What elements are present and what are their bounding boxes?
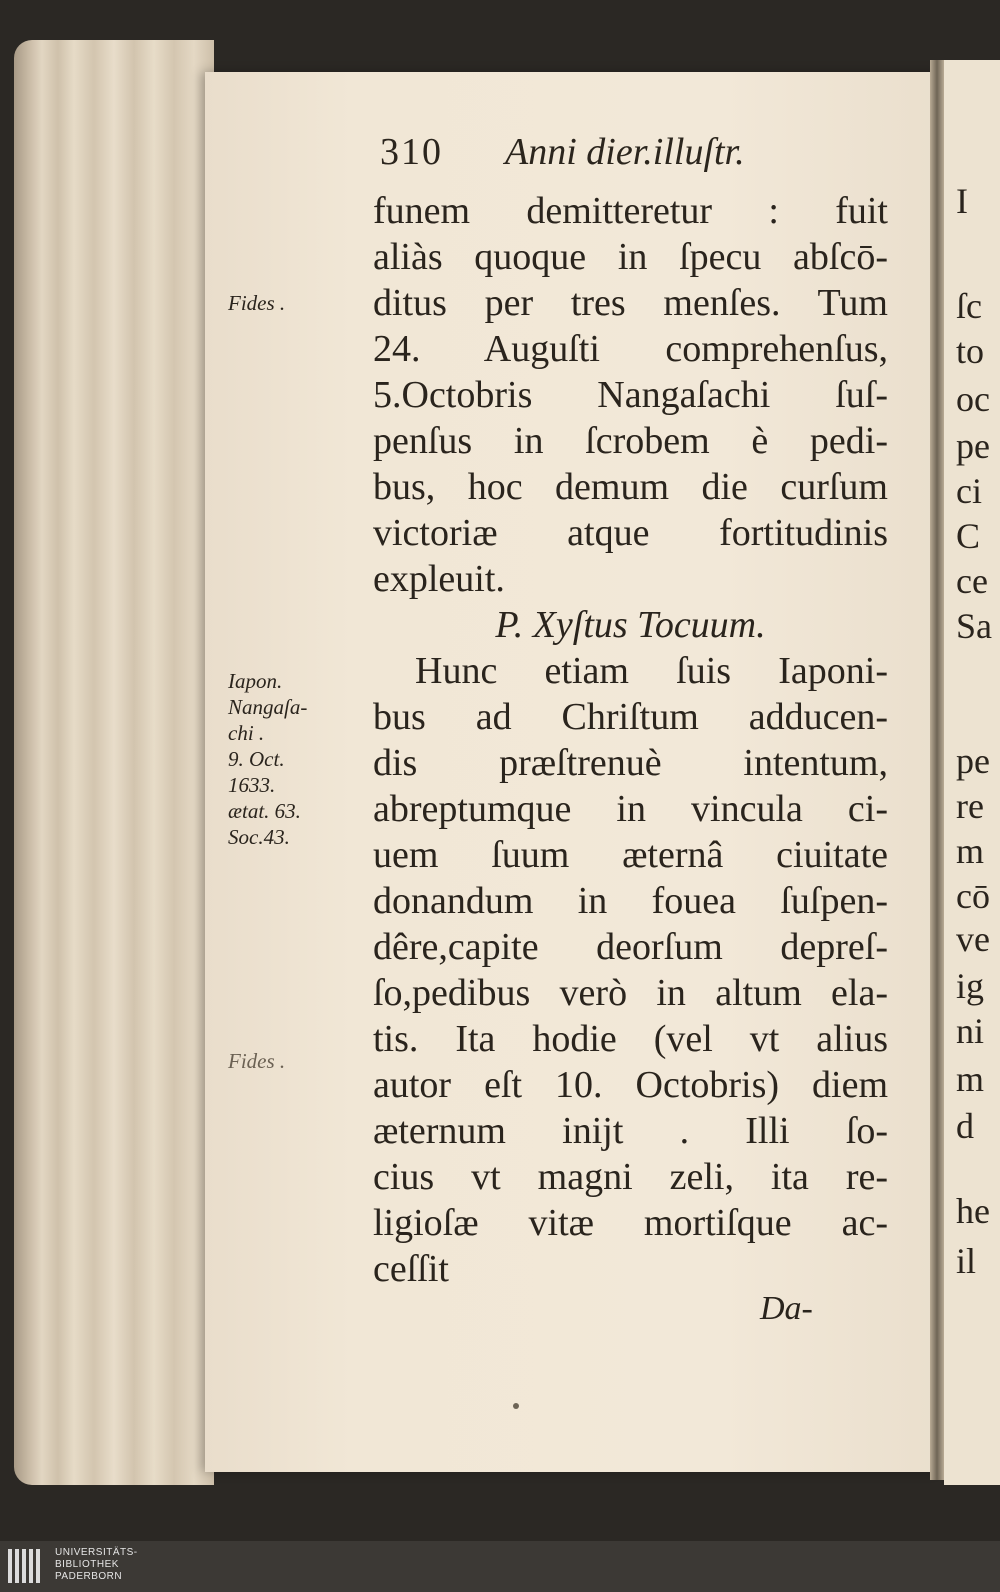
margin-note-fides: Fides . [228,291,286,315]
text-line: ligioſæ vitæ mortiſque ac- [373,1202,888,1244]
margin-note-line: Soc.43. [228,825,290,849]
next-page-text: Sa [956,606,992,646]
text-line: penſus in ſcrobem è pedi- [373,420,888,462]
next-page-text: pe [956,426,990,466]
next-page-text: ci [956,471,982,511]
page-blemish [513,1403,519,1409]
next-page-fragment [944,60,1000,1485]
text-line: abreptumque in vincula ci- [373,788,888,830]
text-line: victoriæ atque fortitudinis [373,512,888,554]
text-line: tis. Ita hodie (vel vt alius [373,1018,888,1060]
catchword: Da- [760,1290,813,1327]
margin-note-line: Iapon. [228,669,283,693]
text-line: cius vt magni zeli, ita re- [373,1156,888,1198]
next-page-text: to [956,331,985,371]
next-page-text: ig [956,966,985,1006]
next-page-text: cō [956,876,990,916]
text-line: P. Xyſtus Tocuum. [495,604,766,646]
running-title: Anni dier.illuſtr. [505,131,745,173]
library-name [55,1547,138,1583]
next-page-text: il [956,1241,977,1281]
text-line: aliàs quoque in ſpecu abſcō- [373,236,888,278]
text-line: expleuit. [373,558,505,600]
margin-note-line: chi . [228,721,265,745]
book-gutter [930,60,944,1480]
margin-note-line: Nangaſa- [228,695,308,719]
text-line: dis præſtrenuè intentum, [373,742,888,784]
text-line: ſo,pedibus verò in altum ela- [373,972,888,1014]
text-line: Hunc etiam ſuis Iaponi- [415,650,888,692]
next-page-text: ſc [956,286,982,326]
library-logo-icon [8,1549,43,1588]
library-footer [0,1541,1000,1592]
margin-note-iapon [228,668,307,850]
next-page-text: oc [956,379,990,419]
text-line: 5.Octobris Nangaſachi ſuſ- [373,374,888,416]
next-page-text: d [956,1106,974,1146]
next-page-text: m [956,831,985,871]
margin-note-fides-2: Fides . [228,1049,286,1073]
margin-note-line: 1633. [228,773,276,797]
library-name-line-3: PADERBORN [55,1571,123,1582]
margin-note-line: 9. Oct. [228,747,285,771]
text-line: bus, hoc demum die curſum [373,466,888,508]
text-line: autor eſt 10. Octobris) diem [373,1064,888,1106]
next-page-text: m [956,1059,985,1099]
next-page-text: ni [956,1011,985,1051]
next-page-text: re [956,786,984,826]
page-number: 310 [380,131,443,173]
next-page-text: C [956,516,981,556]
text-line: dêre,capite deorſum depreſ- [373,926,888,968]
next-page-text: pe [956,741,990,781]
next-page-text: ce [956,561,988,601]
body-text [373,188,888,1292]
book-page-edges [14,40,214,1485]
text-line: bus ad Chriſtum adducen- [373,696,888,738]
text-line: æternum inijt . Illi ſo- [373,1110,888,1152]
text-line: funem demitteretur : fuit [373,190,888,232]
text-line: ceſſit [373,1248,449,1290]
library-name-line-1: UNIVERSITÄTS- [55,1547,138,1558]
next-page-text: I [956,181,968,221]
page-header [380,130,745,174]
library-name-line-2: BIBLIOTHEK [55,1559,119,1570]
text-line: uem ſuum æternâ ciuitate [373,834,888,876]
text-line: ditus per tres menſes. Tum [373,282,888,324]
margin-note-line: ætat. 63. [228,799,301,823]
next-page-text: ve [956,919,990,959]
text-line: 24. Auguſti comprehenſus, [373,328,888,370]
next-page-text: he [956,1191,990,1231]
text-line: donandum in fouea ſuſpen- [373,880,888,922]
